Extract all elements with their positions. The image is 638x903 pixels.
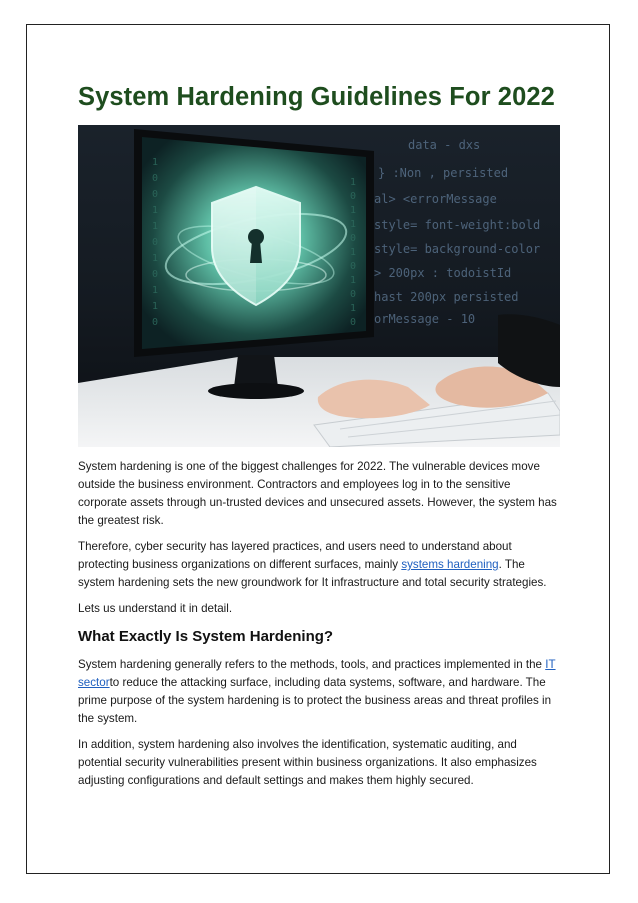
svg-text:1: 1 bbox=[350, 205, 357, 216]
svg-text:0: 0 bbox=[350, 289, 357, 300]
svg-text:0: 0 bbox=[350, 233, 357, 244]
svg-text:0: 0 bbox=[152, 237, 159, 248]
code-line: hast 200px persisted bbox=[374, 290, 519, 304]
svg-text:1: 1 bbox=[350, 177, 357, 188]
svg-text:1: 1 bbox=[152, 253, 159, 264]
intro-paragraph-3: Lets us understand it in detail. bbox=[78, 602, 233, 615]
it-sector-link[interactable]: IT sector bbox=[78, 658, 556, 689]
code-line: orMessage - 10 bbox=[374, 312, 476, 326]
document-content bbox=[78, 82, 560, 798]
intro-paragraph-2: Therefore, cyber security has layered practices, and users need to understand about protecting business organizations on different surfaces, mainly systems hardening. The system hardening sets the new groundwork for It infrastructure and total security strategies. bbox=[78, 540, 547, 589]
svg-text:0: 0 bbox=[350, 261, 357, 272]
svg-text:0: 0 bbox=[350, 317, 357, 328]
svg-text:0: 0 bbox=[350, 191, 357, 202]
section-paragraph-2: In addition, system hardening also involves the identification, systematic auditing, and potential security vulnerabilities present within business organizations. It also emphasizes adjusting configurations and default settings and makes them highly secured. bbox=[78, 738, 537, 787]
svg-text:1: 1 bbox=[152, 301, 159, 312]
svg-text:1: 1 bbox=[152, 221, 159, 232]
svg-text:1: 1 bbox=[152, 157, 159, 168]
code-line: al> <errorMessage bbox=[374, 192, 497, 206]
article-body bbox=[78, 458, 560, 790]
svg-text:1: 1 bbox=[350, 275, 357, 286]
svg-text:0: 0 bbox=[152, 269, 159, 280]
svg-text:1: 1 bbox=[152, 285, 159, 296]
code-line: > 200px : todoistId bbox=[374, 266, 512, 280]
svg-text:0: 0 bbox=[152, 173, 159, 184]
page-title: System Hardening Guidelines For 2022 bbox=[78, 83, 555, 111]
svg-text:1: 1 bbox=[152, 205, 159, 216]
systems-hardening-link[interactable]: systems hardening bbox=[401, 558, 499, 571]
section-heading: What Exactly Is System Hardening? bbox=[78, 628, 334, 645]
code-line: style= font-weight:bold bbox=[374, 218, 541, 232]
hero-image bbox=[78, 125, 560, 447]
svg-text:0: 0 bbox=[152, 189, 159, 200]
shield-keyhole-monitor-icon bbox=[78, 125, 560, 447]
svg-text:1: 1 bbox=[350, 219, 357, 230]
code-line: style= background-color bbox=[374, 242, 541, 256]
svg-text:1: 1 bbox=[350, 247, 357, 258]
section-paragraph-1: System hardening generally refers to the methods, tools, and practices implemented in the IT sectorto reduce the attacking surface, including data systems, software, and hardware. The prime purpose of the system hardening is to protect the business areas and threat profiles in the system. bbox=[78, 658, 556, 725]
intro-paragraph-1: System hardening is one of the biggest challenges for 2022. The vulnerable devices move outside the business environment. Contractors and employees log in to the sensitive corporate assets through un-trusted devices and unsecured assets. However, the system has the greatest risk. bbox=[78, 460, 557, 527]
code-line: data - dxs bbox=[408, 138, 481, 152]
svg-text:1: 1 bbox=[350, 303, 357, 314]
svg-text:0: 0 bbox=[152, 317, 159, 328]
code-line: } :Non , persisted bbox=[378, 166, 509, 180]
